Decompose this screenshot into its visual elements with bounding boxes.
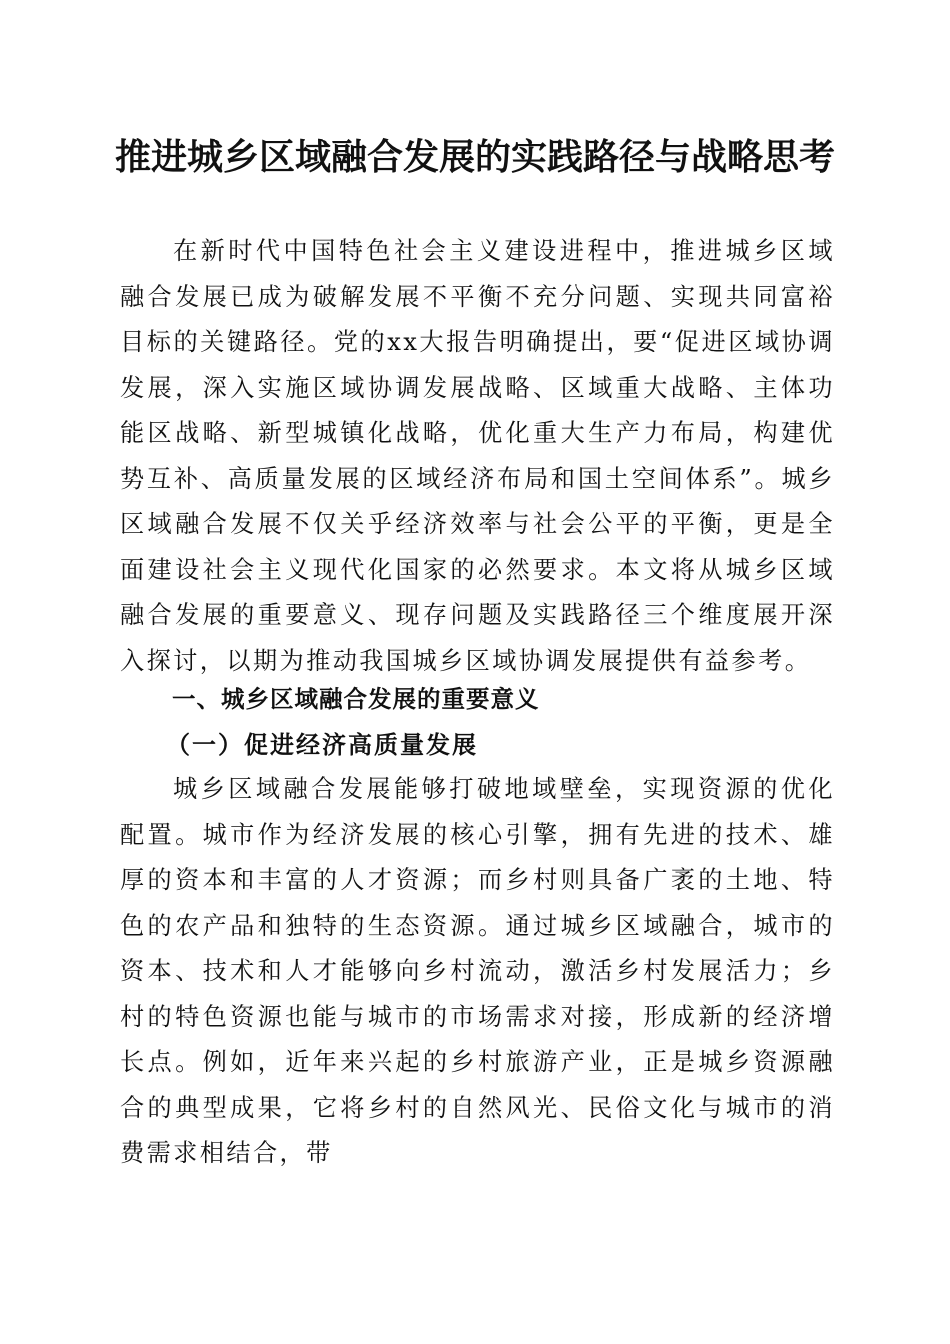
intro-paragraph: 在新时代中国特色社会主义建设进程中，推进城乡区域融合发展已成为破解发展不平衡不充分问题、实现共同富裕目标的关键路径。党的xx大报告明确提出，要“促进区域协调发展，深入实施区域协调发展战略、区域重大战略、主体功能区战略、新型城镇化战略，优化重大生产力布局，构建优势互补、高质量发展的区域经济布局和国土空间体系”。城乡区域融合发展不仅关乎经济效率与社会公平的平衡，更是全面建设社会主义现代化国家的必然要求。本文将从城乡区域融合发展的重要意义、现存问题及实践路径三个维度展开深入探讨，以期为推动我国城乡区域协调发展提供有益参考。: [120, 237, 835, 675]
document-title: 推进城乡区域融合发展的实践路径与战略思考: [114, 136, 835, 178]
subsection-heading: （一）促进经济高质量发展: [166, 730, 478, 759]
subsection-paragraph: 城乡区域融合发展能够打破地域壁垒，实现资源的优化配置。城市作为经济发展的核心引擎，拥有先进的技术、雄厚的资本和丰富的人才资源；而乡村则具备广袤的土地、特色的农产品和独特的生态资源。通过城乡区域融合，城市的资本、技术和人才能够向乡村流动，激活乡村发展活力；乡村的特色资源也能与城市的市场需求对接，形成新的经济增长点。例如，近年来兴起的乡村旅游产业，正是城乡资源融合的典型成果，它将乡村的自然风光、民俗文化与城市的消费需求相结合，带: [120, 775, 835, 1167]
section-heading: 一、城乡区域融合发展的重要意义: [172, 685, 540, 713]
